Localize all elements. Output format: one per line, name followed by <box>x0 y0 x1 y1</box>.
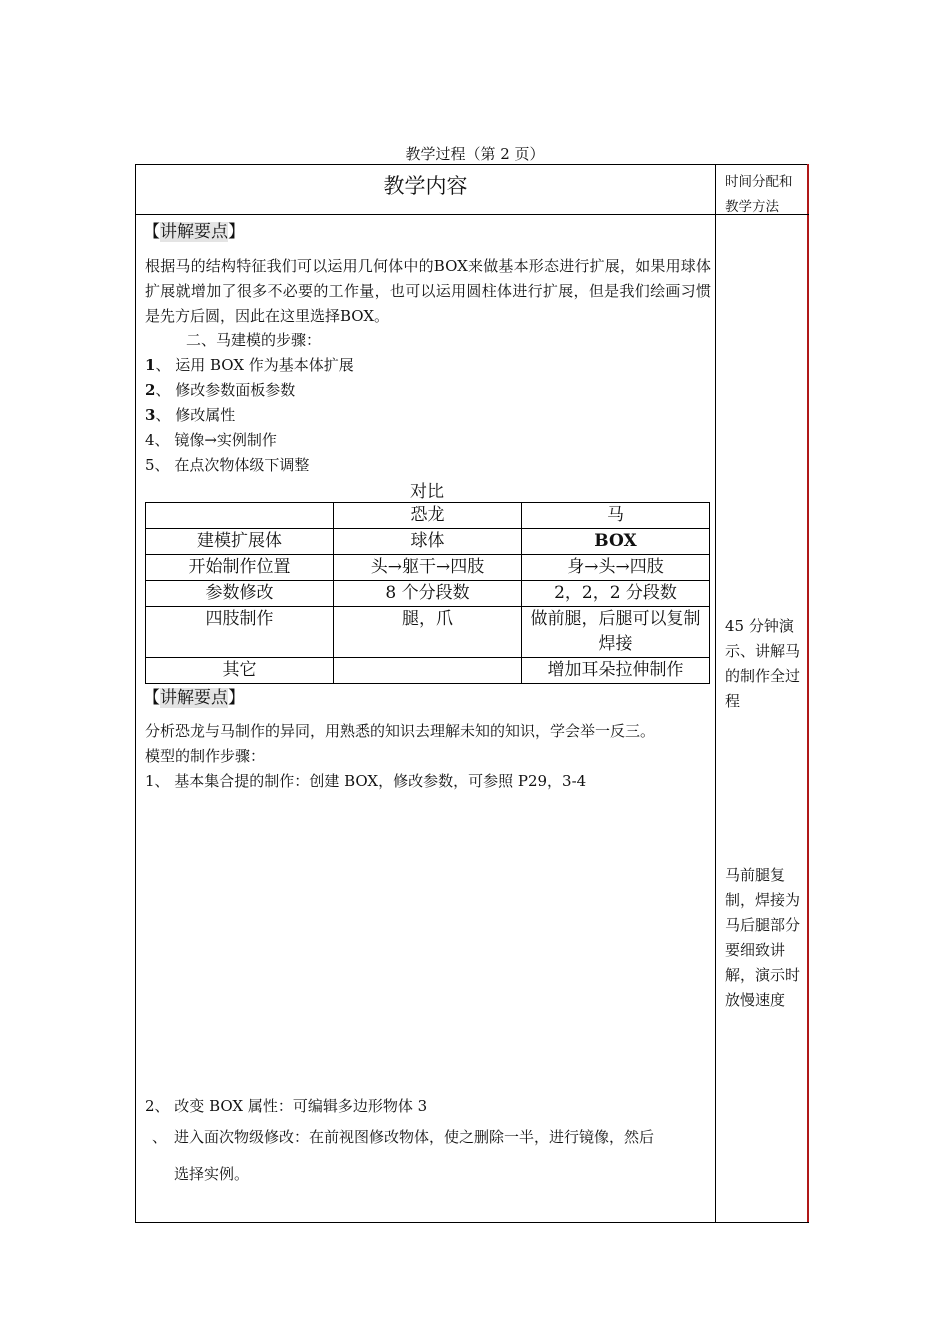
table-cell: 马 <box>522 503 710 529</box>
step-item: 1、 运用 BOX 作为基本体扩展 <box>145 356 354 374</box>
table-row <box>146 555 710 581</box>
section2-heading: 【讲解要点】 <box>143 688 245 708</box>
table-row <box>146 607 710 658</box>
step-item: 2、 修改参数面板参数 <box>145 381 296 399</box>
section1-heading: 【讲解要点】 <box>143 222 245 242</box>
section2-line1: 分析恐龙与马制作的异同，用熟悉的知识去理解未知的知识，学会举一反三。 <box>145 722 656 740</box>
table-cell: BOX <box>522 529 710 555</box>
header-teaching-content: 教学内容 <box>383 174 468 198</box>
table-cell: 2，2，2 分段数 <box>522 581 710 607</box>
table-cell: 建模扩展体 <box>146 529 334 555</box>
table-cell: 8 个分段数 <box>334 581 522 607</box>
column-divider <box>715 164 716 1222</box>
table-cell: 增加耳朵拉伸制作 <box>522 658 710 684</box>
side-note-method: 马前腿复制，焊接为马后腿部分要细致讲解，演示时放慢速度 <box>725 866 801 1009</box>
header-row-divider <box>135 214 809 215</box>
section1-heading-text: 讲解要点 <box>160 222 228 242</box>
comparison-title: 对比 <box>410 482 444 502</box>
table-cell: 参数修改 <box>146 581 334 607</box>
section1-paragraph: 根据马的结构特征我们可以运用几何体中的BOX来做基本形态进行扩展，如果用球体扩展就增加了很多不必要的工作量，也可以运用圆柱体进行扩展，但是我们绘画习惯是先方后圆，因此在这里选择BOX。 <box>145 257 711 325</box>
step-item: 3、 修改属性 <box>145 406 236 424</box>
comparison-table <box>145 502 710 684</box>
section2-step1: 1、 基本集合提的制作：创建 BOX，修改参数，可参照 P29，3-4 <box>145 772 587 790</box>
table-cell: 四肢制作 <box>146 607 334 658</box>
page-title: 教学过程（第 2 页） <box>405 145 545 163</box>
table-cell <box>146 503 334 529</box>
table-cell: 其它 <box>146 658 334 684</box>
table-cell: 开始制作位置 <box>146 555 334 581</box>
steps-title: 二、马建模的步骤： <box>186 331 322 349</box>
header-time-method: 时间分配和教学方法 <box>725 174 793 215</box>
section2-step2: 2、 改变 BOX 属性：可编辑多边形物体 3 <box>145 1097 428 1115</box>
section2-line2: 模型的制作步骤： <box>145 747 266 765</box>
side-note-time: 45 分钟演示、讲解马的制作全过程 <box>725 617 801 710</box>
table-row <box>146 581 710 607</box>
table-row <box>146 529 710 555</box>
section2-heading-text: 讲解要点 <box>160 688 228 708</box>
step-item: 5、 在点次物体级下调整 <box>145 456 310 474</box>
section2-step3-prefix: 、 <box>152 1128 168 1146</box>
section2-step3-line1: 进入面次物级修改：在前视图修改物体，使之删除一半，进行镜像，然后 <box>174 1128 655 1146</box>
table-cell: 球体 <box>334 529 522 555</box>
table-cell: 做前腿，后腿可以复制焊接 <box>522 607 710 658</box>
table-cell <box>334 658 522 684</box>
table-row <box>146 658 710 684</box>
table-cell: 头→躯干→四肢 <box>334 555 522 581</box>
table-cell: 身→头→四肢 <box>522 555 710 581</box>
table-header-row <box>146 503 710 529</box>
step-item: 4、 镜像→实例制作 <box>145 431 277 449</box>
section2-step3-line2: 选择实例。 <box>174 1165 250 1183</box>
table-cell: 恐龙 <box>334 503 522 529</box>
table-right-border <box>807 164 809 1222</box>
table-cell: 腿，爪 <box>334 607 522 658</box>
